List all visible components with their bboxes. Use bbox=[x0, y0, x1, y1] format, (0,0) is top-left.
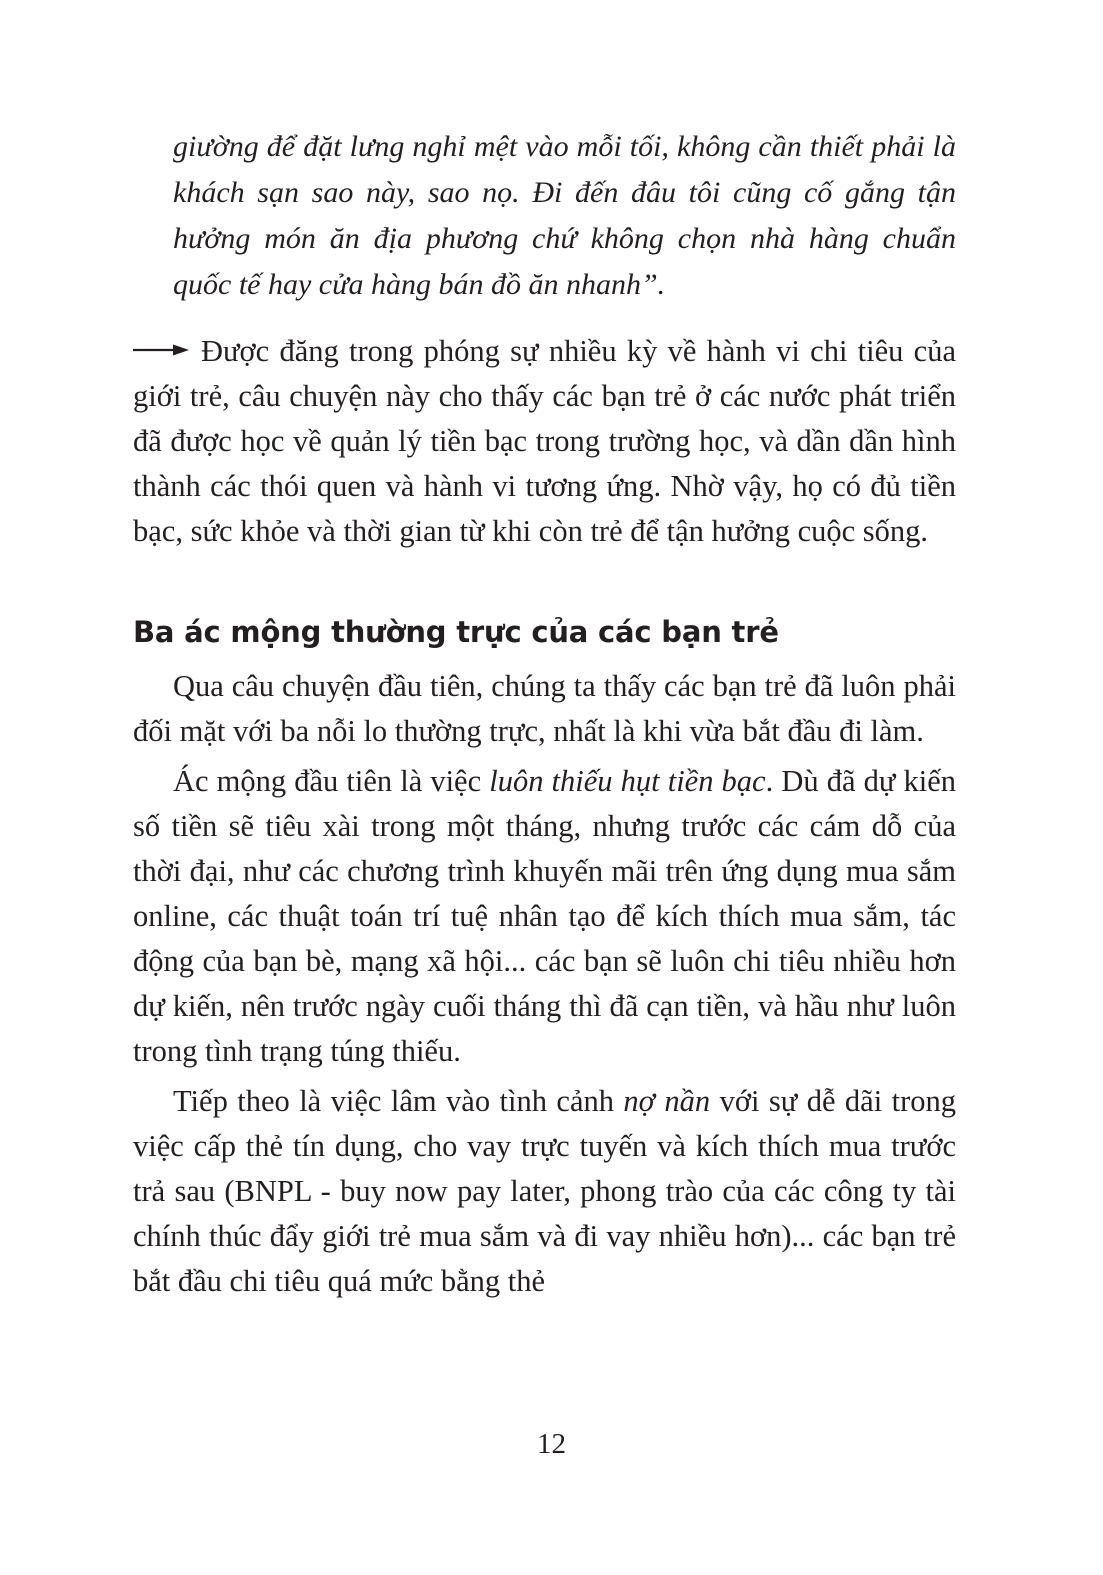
emphasis-text: luôn thiếu hụt tiền bạc bbox=[489, 764, 766, 798]
paragraph-text: với sự dễ dãi trong việc cấp thẻ tín dụng, cho vay trực tuyến và kích thích mua trước trả sau (BNPL - buy now pay later, phong trào của các công ty tài chính thúc đẩy giới trẻ mua sắm và đi vay nhiều hơn)... các bạn trẻ bắt đầu chi tiêu quá mức bằng thẻ bbox=[133, 1084, 956, 1298]
arrow-right-icon bbox=[133, 344, 189, 356]
paragraph-text: Tiếp theo là việc lâm vào tình cảnh bbox=[173, 1084, 624, 1118]
commentary-paragraph bbox=[133, 329, 956, 554]
paragraph-text: . Dù đã dự kiến số tiền sẽ tiêu xài trong một tháng, nhưng trước các cám dỗ của thời đại, như các chương trình khuyến mãi trên ứng dụng mua sắm online, các thuật toán trí tuệ nhân tạo để kích thích mua sắm, tác động của bạn bè, mạng xã hội... các bạn sẽ luôn chi tiêu nhiều hơn dự kiến, nên trước ngày cuối tháng thì đã cạn tiền, và hầu như luôn trong tình trạng túng thiếu. bbox=[133, 764, 956, 1068]
paragraph-text: Qua câu chuyện đầu tiên, chúng ta thấy các bạn trẻ đã luôn phải đối mặt với ba nỗi lo thường trực, nhất là khi vừa bắt đầu đi làm. bbox=[133, 669, 956, 748]
quote-block: giường để đặt lưng nghỉ mệt vào mỗi tối, không cần thiết phải là khách sạn sao này, sao nọ. Đi đến đâu tôi cũng cố gắng tận hưởng món ăn địa phương chứ không chọn nhà hàng chuẩn quốc tế hay cửa hàng bán đồ ăn nhanh”. bbox=[173, 130, 956, 301]
page-body bbox=[133, 124, 956, 1304]
emphasis-text: nợ nần bbox=[623, 1084, 711, 1118]
body-paragraph bbox=[133, 759, 956, 1074]
section-heading: Ba ác mộng thường trực của các bạn trẻ bbox=[133, 615, 779, 649]
paragraph-text: Ác mộng đầu tiên là việc bbox=[173, 764, 490, 798]
commentary-text: Được đăng trong phóng sự nhiều kỳ về hành vi chi tiêu của giới trẻ, câu chuyện này cho thấy các bạn trẻ ở các nước phát triển đã được học về quản lý tiền bạc trong trường học, và dần dần hình thành các thói quen và hành vi tương ứng. Nhờ vậy, họ có đủ tiền bạc, sức khỏe và thời gian từ khi còn trẻ để tận hưởng cuộc sống. bbox=[133, 334, 956, 548]
body-paragraph bbox=[133, 1079, 956, 1304]
page-number: 12 bbox=[537, 1428, 566, 1460]
body-paragraph bbox=[133, 664, 956, 754]
